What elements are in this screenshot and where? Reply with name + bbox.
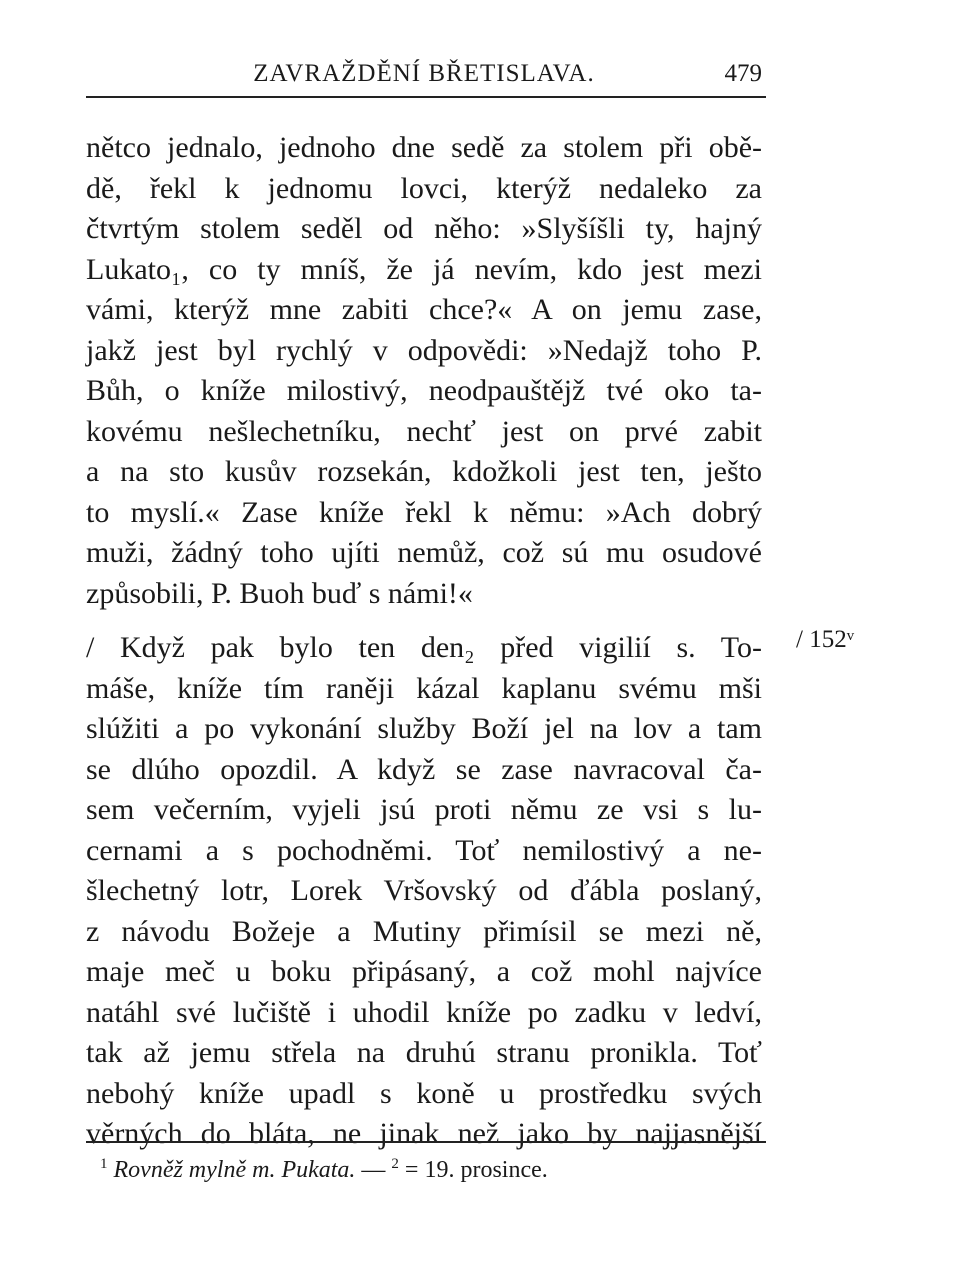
text-line: maje meč u boku připásaný, a což mohl najvíce [86, 955, 762, 988]
text-line: z návodu Božeje a Mutiny přimísil se mezi ně, [86, 914, 762, 948]
text-line: nětco jednalo, jednoho dne sedě za stolem při obě- [86, 131, 762, 164]
text-line: Bůh, o kníže milostivý, neodpauštějž tvé oko ta- [86, 374, 762, 407]
text-line: šlechetný lotr, Lorek Vršovský od ďábla poslaný, [86, 874, 762, 907]
text-line: dě, řekl k jednomu lovci, kterýž nedaleko za [86, 171, 762, 205]
footnote-2-marker: 2 [391, 1156, 399, 1172]
running-title: ZAVRAŽDĚNÍ BŘETISLAVA. [253, 60, 595, 87]
text-line: a na sto kusův rozsekán, kdožkoli jest ten, ješto [86, 455, 762, 488]
text-line: tak až jemu střela na druhú stranu pronikla. Toť [86, 1036, 762, 1069]
text-line: Lukato₁, co ty mníš, že já nevím, kdo jest mezi [86, 252, 762, 286]
running-head [86, 56, 762, 96]
paragraph-2 [86, 628, 762, 1155]
paragraph-1 [86, 128, 762, 614]
footnote-1-marker: 1 [100, 1156, 108, 1172]
text-line: natáhl své lučiště i uhodil kníže po zadku v ledví, [86, 995, 762, 1029]
footnote-rule [86, 1141, 766, 1143]
text-line: / Když pak bylo ten den₂ před vigilií s. To- [86, 631, 762, 664]
text-line: slúžiti a po vykonání služby Boží jel na lov a tam [86, 712, 762, 745]
text-line: kovému nešlechetníku, nechť jest on prvé zabit [86, 414, 762, 448]
text-line: cernami a s pochodněmi. Toť nemilostivý a ne- [86, 833, 762, 867]
header-rule [86, 96, 766, 98]
text-line: nebohý kníže upadl s koně u prostředku svých [86, 1076, 762, 1110]
text-line: způsobili, P. Buoh buď s námi!« [86, 576, 473, 610]
footnote-separator: — [361, 1157, 386, 1183]
text-line: muži, žádný toho ujíti nemůž, což sú mu osudové [86, 536, 762, 569]
margin-folio-note: / 152ᵛ [796, 626, 855, 653]
text-line: jakž jest byl rychlý v odpovědi: »Nedajž toho P. [86, 333, 762, 367]
text-line: to myslí.« Zase kníže řekl k němu: »Ach dobrý [86, 495, 762, 529]
page-number: 479 [724, 60, 762, 87]
text-line: věrných do bláta, ne jinak než jako by najjasnější [86, 1117, 762, 1150]
text-line: se dlúho opozdil. A když se zase navracoval ča- [86, 752, 762, 786]
text-line: máše, kníže tím raněji kázal kaplanu svému mši [86, 671, 762, 705]
footnote-1-text: Rovněž mylně m. Pukata. [113, 1157, 356, 1183]
footnote-2-text: = 19. prosince. [404, 1157, 548, 1183]
body-text [86, 128, 762, 1155]
text-line: vámi, kterýž mne zabiti chce?« A on jemu zase, [86, 293, 762, 326]
footnotes [100, 1150, 760, 1190]
text-line: sem večerním, vyjeli jsú proti němu ze vsi s lu- [86, 793, 762, 826]
paragraph-gap [86, 614, 762, 628]
text-line: čtvrtým stolem seděl od něho: »Slyšíšli ty, hajný [86, 212, 762, 245]
